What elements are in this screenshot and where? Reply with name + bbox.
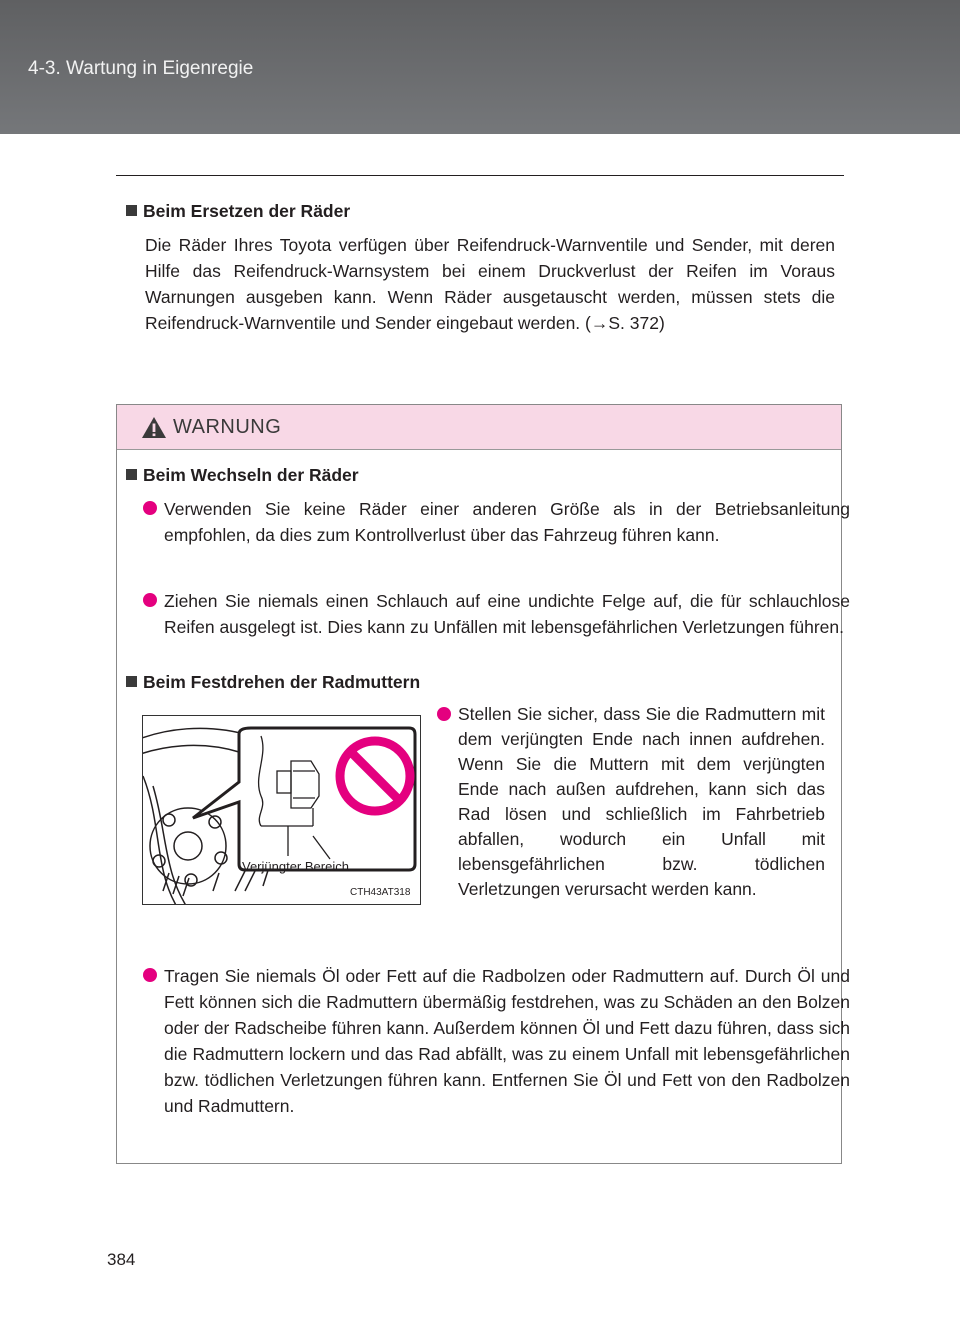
section2-heading-row bbox=[126, 672, 420, 693]
top-divider bbox=[116, 175, 844, 176]
warning-header bbox=[117, 405, 841, 450]
bullet-dot-icon bbox=[143, 593, 157, 607]
bullet-dot-icon bbox=[437, 707, 451, 721]
square-bullet-icon bbox=[126, 469, 137, 480]
section2-heading: Beim Festdrehen der Radmuttern bbox=[143, 672, 421, 692]
figure-label: Verjüngter Bereich bbox=[242, 859, 349, 874]
bullet-dot-icon bbox=[143, 501, 157, 515]
bullet-text: Ziehen Sie niemals einen Schlauch auf eine undichte Felge auf, die für schlauchlose Reifen ausgelegt ist. Dies kann zu Unfällen mit lebensgefährlichen Verletzungen führen. bbox=[164, 591, 850, 637]
intro-heading: Beim Ersetzen der Räder bbox=[143, 201, 351, 221]
wheel-nut-figure bbox=[142, 715, 421, 905]
warning-label: WARNUNG bbox=[173, 416, 282, 438]
figure-code: CTH43AT318 bbox=[350, 887, 411, 898]
intro-paragraph: Die Räder Ihres Toyota verfügen über Reifendruck-Warnventile und Sender, mit deren Hilfe das Reifendruck-Warnsystem bei einem Druckverlust der Reifen im Voraus Warnungen ausgeben kann. Wenn Räder ausgetauscht werden, müssen stets die Reifendruck-Warnventile und Sender eingebaut werden. (→S. 372) bbox=[145, 235, 835, 333]
page-number: 384 bbox=[107, 1250, 136, 1269]
intro-heading-row bbox=[126, 201, 350, 222]
section1-heading-row bbox=[126, 465, 359, 486]
wheel-nut-illustration bbox=[143, 716, 421, 905]
bullet-dot-icon bbox=[143, 968, 157, 982]
bullet-text: Verwenden Sie keine Räder einer anderen Größe als in der Betriebsanleitung empfohlen, da dies zum Kontrollverlust über das Fahrzeug führen kann. bbox=[164, 499, 850, 545]
square-bullet-icon bbox=[126, 676, 137, 687]
section-title: 4-3. Wartung in Eigenregie bbox=[28, 58, 254, 79]
square-bullet-icon bbox=[126, 205, 137, 216]
page-header bbox=[0, 0, 960, 134]
bullet-text: Stellen Sie sicher, dass Sie die Radmuttern mit dem verjüngten Ende nach innen aufdrehen. Wenn Sie die Muttern mit dem verjüngten Ende nach außen aufdrehen, kann sich das Rad lösen und schließlich im Fahrbetrieb abfallen, wodurch ein Unfall mit lebensgefährlichen bzw. tödlichen Verletzungen verursacht werden kann. bbox=[458, 704, 825, 899]
section1-heading: Beim Wechseln der Räder bbox=[143, 465, 359, 485]
warning-box bbox=[116, 404, 850, 1164]
warning-triangle-icon bbox=[141, 416, 167, 439]
bullet-text: Tragen Sie niemals Öl oder Fett auf die Radbolzen oder Radmuttern auf. Durch Öl und Fett können sich die Radmuttern übermäßig festdrehen, was zu Schäden an den Bolzen oder der Radscheibe führen kann. Außerdem können Öl und Fett dazu führen, dass sich die Radmuttern lockern und das Rad abfällt, was zu einem Unfall mit lebensgefährlichen bzw. tödlichen Verletzungen führen kann. Entfernen Sie Öl und Fett von den Radbolzen und Radmuttern. bbox=[164, 966, 850, 1116]
